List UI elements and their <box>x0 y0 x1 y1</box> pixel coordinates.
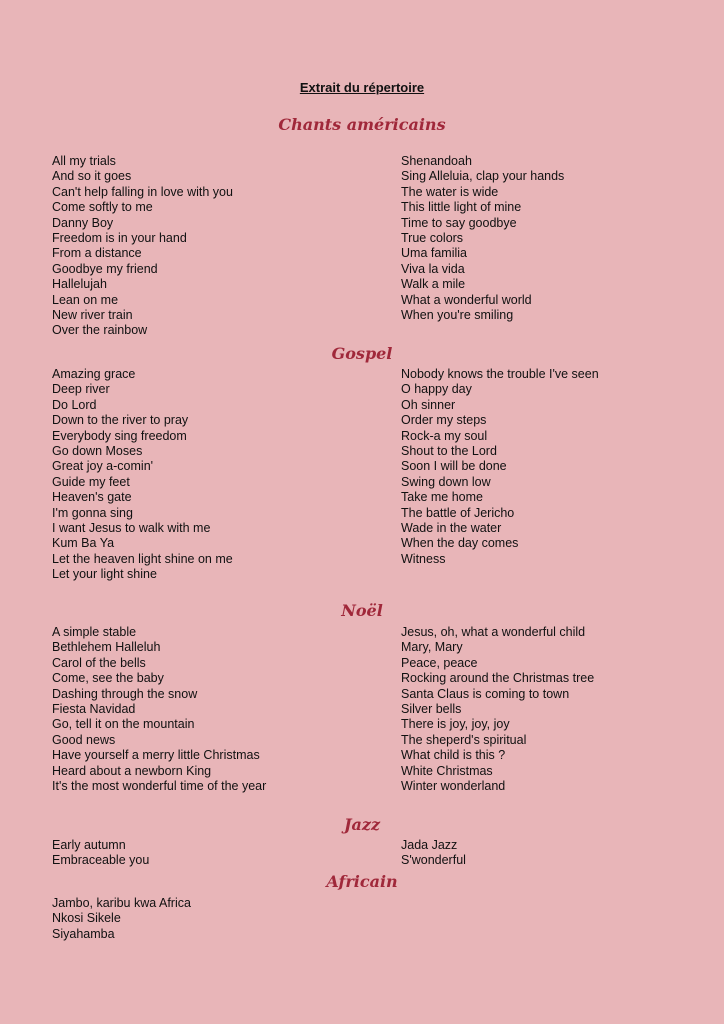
list-item: Heaven's gate <box>52 490 132 505</box>
list-item: O happy day <box>401 382 472 397</box>
list-item: Do Lord <box>52 397 97 412</box>
song-list-jazz-left <box>52 838 149 869</box>
page-title: Extrait du répertoire <box>299 80 425 95</box>
list-item: Can't help falling in love with you <box>52 184 233 199</box>
list-item: Wade in the water <box>401 521 502 536</box>
list-item: Everybody sing freedom <box>52 428 187 443</box>
list-item: Nobody knows the trouble I've seen <box>401 367 599 381</box>
list-item: Down to the river to pray <box>52 413 189 428</box>
list-item: From a distance <box>52 246 142 261</box>
list-item: Goodbye my friend <box>52 261 158 276</box>
list-item: Nkosi Sikele <box>52 911 121 926</box>
list-item: Go down Moses <box>52 444 143 459</box>
list-item: Swing down low <box>401 474 491 489</box>
section-heading-noel: Noël <box>341 601 383 620</box>
list-item: Uma familia <box>401 246 467 261</box>
list-item: Rock-a my soul <box>401 428 488 443</box>
list-item: Time to say goodbye <box>401 215 517 230</box>
list-item: Soon I will be done <box>401 459 507 474</box>
list-item: What child is this ? <box>401 748 506 763</box>
list-item: When the day comes <box>401 536 519 551</box>
list-item: White Christmas <box>401 763 493 778</box>
list-item: Come, see the baby <box>52 671 164 686</box>
song-list-jazz-right <box>401 838 466 869</box>
list-item: S'wonderful <box>401 853 466 868</box>
section-heading-africain: Africain <box>326 872 398 891</box>
list-item: Go, tell it on the mountain <box>52 717 195 732</box>
list-item: All my trials <box>52 154 116 168</box>
list-item: Let your light shine <box>52 567 157 582</box>
list-item: The sheperd's spiritual <box>401 732 527 747</box>
list-item: True colors <box>401 231 464 246</box>
section-heading-gospel: Gospel <box>331 344 393 363</box>
list-item: When you're smiling <box>401 308 514 323</box>
list-item: Lean on me <box>52 292 119 307</box>
list-item: I want Jesus to walk with me <box>52 521 211 536</box>
song-list-chants-americains-right <box>401 154 564 323</box>
list-item: A simple stable <box>52 625 137 639</box>
song-list-noel-right <box>401 625 594 794</box>
list-item: Witness <box>401 551 446 566</box>
list-item: Come softly to me <box>52 200 153 215</box>
list-item: Mary, Mary <box>401 640 463 655</box>
list-item: Siyahamba <box>52 926 115 941</box>
list-item: Embraceable you <box>52 853 150 868</box>
list-item: Oh sinner <box>401 397 456 412</box>
list-item: Silver bells <box>401 702 462 717</box>
list-item: The battle of Jericho <box>401 505 515 520</box>
list-item: Fiesta Navidad <box>52 702 136 717</box>
list-item: Peace, peace <box>401 655 478 670</box>
list-item: Santa Claus is coming to town <box>401 686 570 701</box>
list-item: Walk a mile <box>401 277 466 292</box>
song-list-gospel-right <box>401 367 599 567</box>
list-item: Great joy a-comin' <box>52 459 154 474</box>
list-item: Guide my feet <box>52 474 130 489</box>
list-item: What a wonderful world <box>401 292 532 307</box>
list-item: Shout to the Lord <box>401 444 497 459</box>
list-item: Shenandoah <box>401 154 472 168</box>
list-item: There is joy, joy, joy <box>401 717 510 732</box>
list-item: Bethlehem Halleluh <box>52 640 161 655</box>
list-item: Kum Ba Ya <box>52 536 115 551</box>
list-item: Jambo, karibu kwa Africa <box>52 896 191 910</box>
list-item: Jesus, oh, what a wonderful child <box>401 625 586 639</box>
section-heading-jazz: Jazz <box>343 815 381 834</box>
list-item: Good news <box>52 732 116 747</box>
list-item: Hallelujah <box>52 277 107 292</box>
list-item: Amazing grace <box>52 367 136 381</box>
list-item: Jada Jazz <box>401 838 458 852</box>
list-item: Dashing through the snow <box>52 686 198 701</box>
list-item: Carol of the bells <box>52 655 146 670</box>
list-item: Rocking around the Christmas tree <box>401 671 595 686</box>
song-list-gospel-left <box>52 367 233 583</box>
list-item: Early autumn <box>52 838 126 852</box>
list-item: Order my steps <box>401 413 487 428</box>
list-item: Heard about a newborn King <box>52 763 212 778</box>
list-item: Take me home <box>401 490 483 505</box>
list-item: Have yourself a merry little Christmas <box>52 748 260 763</box>
song-list-africain-left <box>52 896 191 942</box>
song-list-chants-americains-left <box>52 154 233 339</box>
list-item: Winter wonderland <box>401 779 506 794</box>
list-item: Let the heaven light shine on me <box>52 551 233 566</box>
list-item: Viva la vida <box>401 261 465 276</box>
list-item: The water is wide <box>401 184 499 199</box>
section-heading-chants-americains: Chants américains <box>278 115 446 134</box>
list-item: Sing Alleluia, clap your hands <box>401 169 565 184</box>
list-item: I'm gonna sing <box>52 505 133 520</box>
list-item: And so it goes <box>52 169 132 184</box>
list-item: This little light of mine <box>401 200 522 215</box>
list-item: It's the most wonderful time of the year <box>52 779 267 794</box>
song-list-noel-left <box>52 625 266 794</box>
list-item: Freedom is in your hand <box>52 231 187 246</box>
list-item: Over the rainbow <box>52 323 148 338</box>
list-item: Deep river <box>52 382 110 397</box>
list-item: New river train <box>52 308 133 323</box>
list-item: Danny Boy <box>52 215 114 230</box>
